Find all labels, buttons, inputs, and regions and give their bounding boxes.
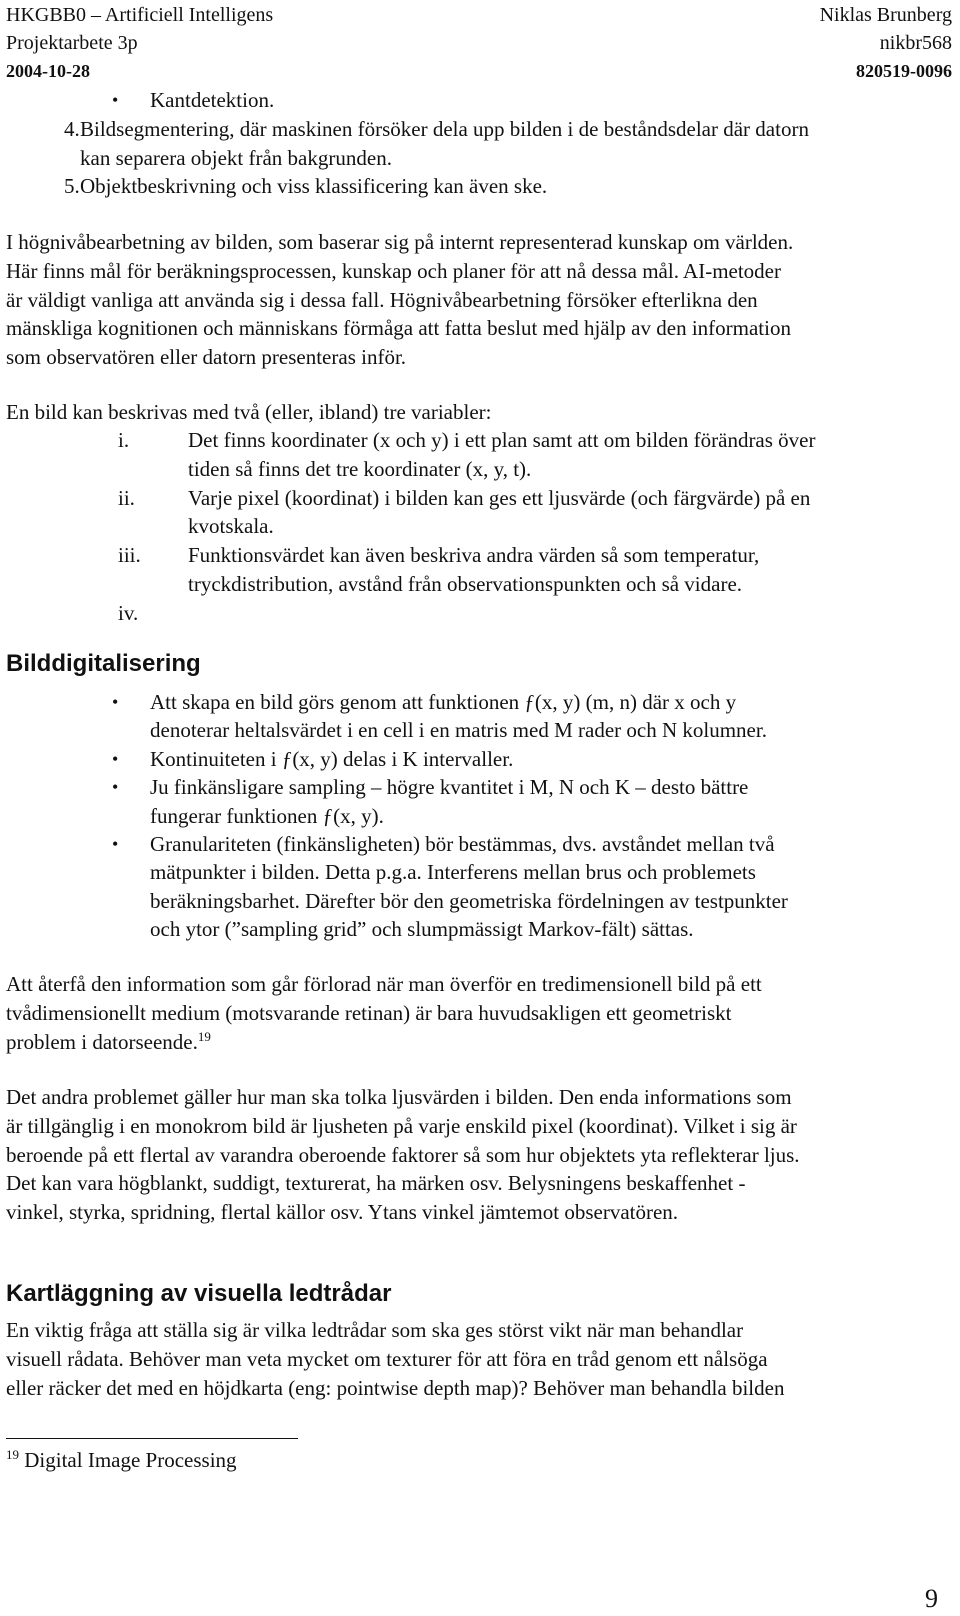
bullet-dot: •	[112, 692, 119, 712]
text-line: är tillgänglig i en monokrom bild är ljusheten på varje enskild pixel (koordinat). Vilket i sig är	[6, 1113, 797, 1138]
bullet-1-line-1: Att skapa en bild görs genom att funktionen ƒ(x, y) (m, n) där x och y	[150, 690, 737, 714]
numbered-item-4-line-2: kan separera objekt från bakgrunden.	[80, 146, 392, 170]
header-id: 820519-0096	[856, 61, 952, 81]
header-user: nikbr568	[879, 32, 952, 54]
header-date: 2004-10-28	[6, 61, 90, 81]
paragraph-high-level	[6, 228, 950, 372]
text-line: Här finns mål för beräkningsprocessen, kunskap och planer för att nå dessa mål. AI-metoder	[6, 258, 782, 283]
list-number: 4.	[64, 117, 80, 141]
bullet-3-line-1: Ju finkänsligare sampling – högre kvantitet i M, N och K – desto bättre	[150, 775, 749, 799]
roman-label: ii.	[118, 486, 135, 510]
header-course: HKGBB0 – Artificiell Intelligens	[6, 4, 274, 26]
bullet-4-line-2: mätpunkter i bilden. Detta p.g.a. Interferens mellan brus och problemets	[150, 860, 756, 884]
text-span: problem i datorseende.	[6, 1029, 198, 1054]
paragraph-recover	[6, 970, 950, 1056]
numbered-item-4-line-1: Bildsegmentering, där maskinen försöker dela upp bilden i de beståndsdelar där datorn	[80, 117, 809, 141]
header-author: Niklas Brunberg	[819, 4, 952, 26]
list-item-kantdetektion: Kantdetektion.	[150, 88, 275, 112]
roman-item-2-line-1: Varje pixel (koordinat) i bilden kan ges ett ljusvärde (och färgvärde) på en	[188, 486, 811, 510]
bullet-2-line-1: Kontinuiteten i ƒ(x, y) delas i K intervaller.	[150, 747, 514, 771]
bullet-4-line-4: och ytor (”sampling grid” och slumpmässigt Markov-fält) sättas.	[150, 917, 694, 941]
footnote	[6, 1446, 237, 1474]
text-line: visuell rådata. Behöver man veta mycket om texturer för att föra en tråd genom ett nålsöga	[6, 1346, 768, 1371]
text-line	[6, 1028, 950, 1057]
variables-intro: En bild kan beskrivas med två (eller, ibland) tre variabler:	[6, 400, 492, 424]
paragraph-visual-cues	[6, 1316, 950, 1402]
bullet-dot: •	[112, 834, 119, 854]
text-line: I högnivåbearbetning av bilden, som baserar sig på internt representerad kunskap om världen.	[6, 230, 794, 254]
heading-kartlaggning: Kartläggning av visuella ledtrådar	[6, 1280, 392, 1307]
roman-label: i.	[118, 428, 130, 452]
text-line: är väldigt vanliga att använda sig i dessa fall. Högnivåbearbetning försöker efterlikna den	[6, 287, 758, 312]
footnote-ref[interactable]: 19	[197, 1028, 211, 1044]
text-line: Det andra problemet gäller hur man ska tolka ljusvärden i bilden. Den enda informations som	[6, 1085, 792, 1109]
bullet-1-line-2: denoterar heltalsvärdet i en cell i en matris med M rader och N kolumner.	[150, 718, 767, 742]
bullet-4-line-3: beräkningsbarhet. Därefter bör den geometriska fördelningen av testpunkter	[150, 889, 788, 913]
numbered-item-5-line-1: Objektbeskrivning och viss klassificering kan även ske.	[80, 174, 548, 198]
paragraph-second-problem	[6, 1083, 950, 1227]
text-line: mänskliga kognitionen och människans förmåga att fatta beslut med hjälp av den information	[6, 316, 791, 341]
footnote-number: 19	[6, 1447, 19, 1462]
header-project: Projektarbete 3p	[6, 32, 138, 54]
bullet-dot: •	[112, 90, 119, 110]
roman-item-1-line-2: tiden så finns det tre koordinater (x, y, t).	[188, 457, 532, 481]
roman-label: iv.	[118, 601, 139, 625]
text-line: som observatören eller datorn presenteras inför.	[6, 345, 407, 370]
list-number: 5.	[64, 174, 80, 198]
roman-label: iii.	[118, 543, 141, 567]
footnote-divider	[6, 1438, 298, 1439]
text-line: Det kan vara högblankt, suddigt, texturerat, ha märken osv. Belysningens beskaffenhet -	[6, 1171, 746, 1196]
text-line: Att återfå den information som går förlorad när man överför en tredimensionell bild på ett	[6, 972, 762, 996]
text-line: vinkel, styrka, spridning, flertal källor osv. Ytans vinkel jämtemot observatören.	[6, 1200, 679, 1225]
roman-item-3-line-2: tryckdistribution, avstånd från observationspunkten och så vidare.	[188, 572, 743, 596]
bullet-3-line-2: fungerar funktionen ƒ(x, y).	[150, 804, 384, 828]
page-number: 9	[925, 1584, 938, 1613]
bullet-dot: •	[112, 749, 119, 769]
text-line: tvådimensionellt medium (motsvarande retinan) är bara huvudsakligen ett geometriskt	[6, 1000, 732, 1025]
roman-item-1-line-1: Det finns koordinater (x och y) i ett plan samt att om bilden förändras över	[188, 428, 816, 452]
text-line: beroende på ett flertal av varandra oberoende faktorer så som hur objektets yta reflekterar ljus.	[6, 1142, 800, 1167]
footnote-text: Digital Image Processing	[24, 1448, 237, 1472]
text-line: eller räcker det med en höjdkarta (eng: pointwise depth map)? Behöver man behandla bilden	[6, 1375, 785, 1400]
bullet-dot: •	[112, 777, 119, 797]
bullet-4-line-1: Granulariteten (finkänsligheten) bör bestämmas, dvs. avståndet mellan två	[150, 832, 775, 856]
roman-item-2-line-2: kvotskala.	[188, 514, 274, 538]
text-line: En viktig fråga att ställa sig är vilka ledtrådar som ska ges störst vikt när man behandlar	[6, 1318, 744, 1342]
roman-item-3-line-1: Funktionsvärdet kan även beskriva andra värden så som temperatur,	[188, 543, 760, 567]
heading-bilddigitalisering: Bilddigitalisering	[6, 650, 201, 677]
